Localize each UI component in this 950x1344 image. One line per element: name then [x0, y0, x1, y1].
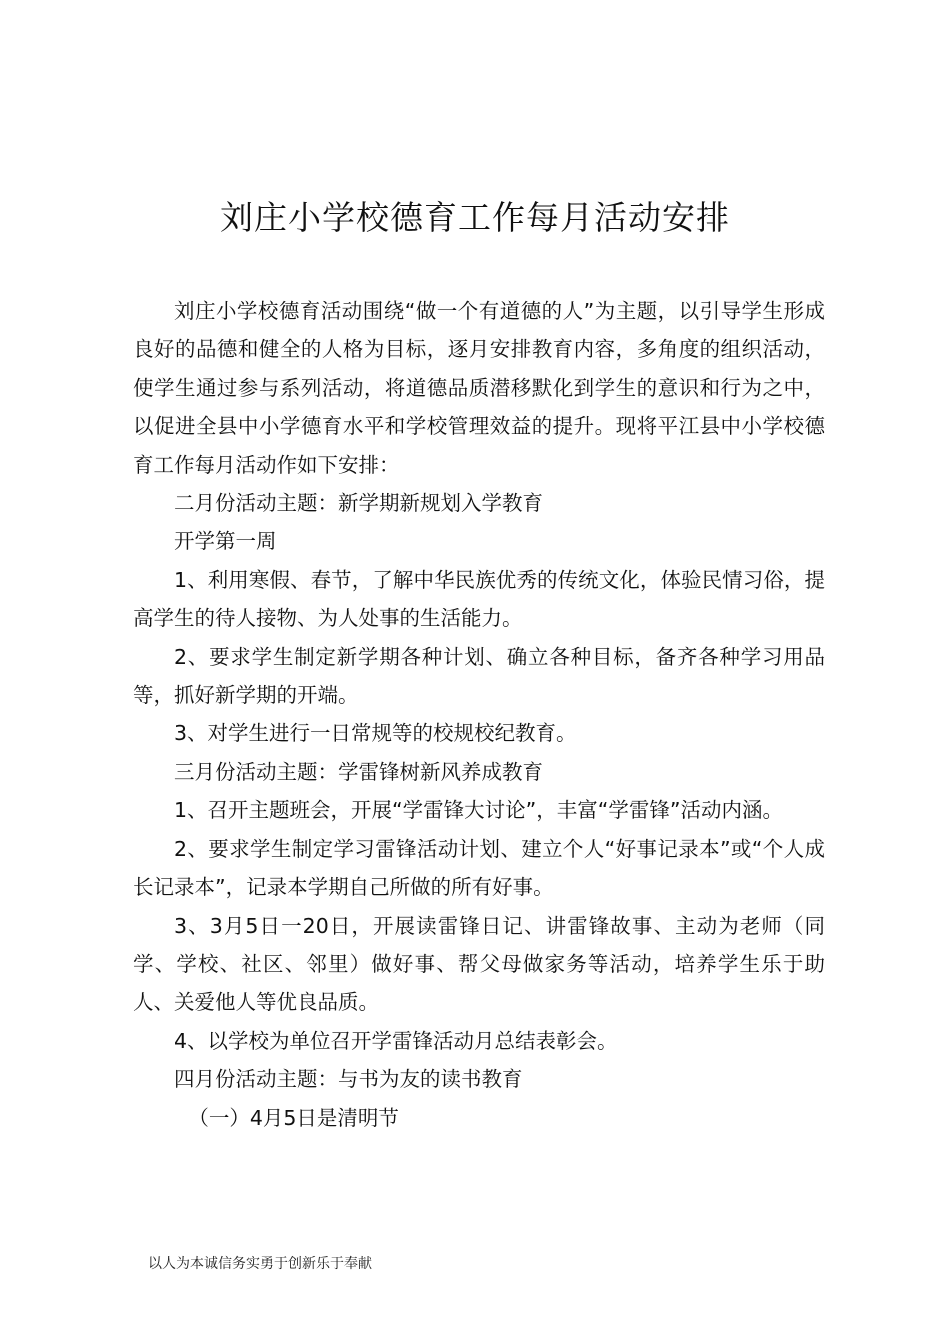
february-item-1: 1、利用寒假、春节，了解中华民族优秀的传统文化，体验民情习俗，提高学生的待人接物、为人处事的生活能力。: [133, 567, 825, 631]
document-title: 刘庄小学校德育工作每月活动安排: [220, 198, 730, 237]
first-week-heading: 开学第一周: [174, 529, 277, 554]
march-item-2: 2、要求学生制定学习雷锋活动计划、建立个人“好事记录本”或“个人成长记录本”，记录本学期自己所做的所有好事。: [133, 836, 825, 900]
document-body: [133, 292, 825, 1137]
april-theme-heading: 四月份活动主题：与书为友的读书教育: [174, 1067, 523, 1092]
february-item-3: 3、对学生进行一日常规等的校规校纪教育。: [174, 721, 577, 746]
march-item-3: 3、3月5日一20日，开展读雷锋日记、讲雷锋故事、主动为老师（同学、学校、社区、邻里）做好事、帮父母做家务等活动，培养学生乐于助人、关爱他人等优良品质。: [133, 913, 825, 1015]
march-item-1: 1、召开主题班会，开展“学雷锋大讨论”，丰富“学雷锋”活动内涵。: [174, 798, 784, 823]
march-theme-heading: 三月份活动主题：学雷锋树新风养成教育: [174, 759, 543, 784]
april-section-1-heading: （一）4月5日是清明节: [188, 1105, 399, 1130]
intro-paragraph: 刘庄小学校德育活动围绕“做一个有道德的人”为主题，以引导学生形成良好的品德和健全的人格为目标，逐月安排教育内容，多角度的组织活动，使学生通过参与系列活动，将道德品质潜移默化到学生的意识和行为之中，以促进全县中小学德育水平和学校管理效益的提升。现将平江县中小学校德育工作每月活动作如下安排：: [133, 299, 825, 477]
february-item-2: 2、要求学生制定新学期各种计划、确立各种目标，备齐各种学习用品等，抓好新学期的开端。: [133, 644, 825, 708]
page-footer: 以人为本诚信务实勇于创新乐于奉献: [148, 1256, 372, 1272]
february-theme-heading: 二月份活动主题：新学期新规划入学教育: [174, 491, 543, 516]
march-item-4: 4、以学校为单位召开学雷锋活动月总结表彰会。: [174, 1028, 618, 1053]
